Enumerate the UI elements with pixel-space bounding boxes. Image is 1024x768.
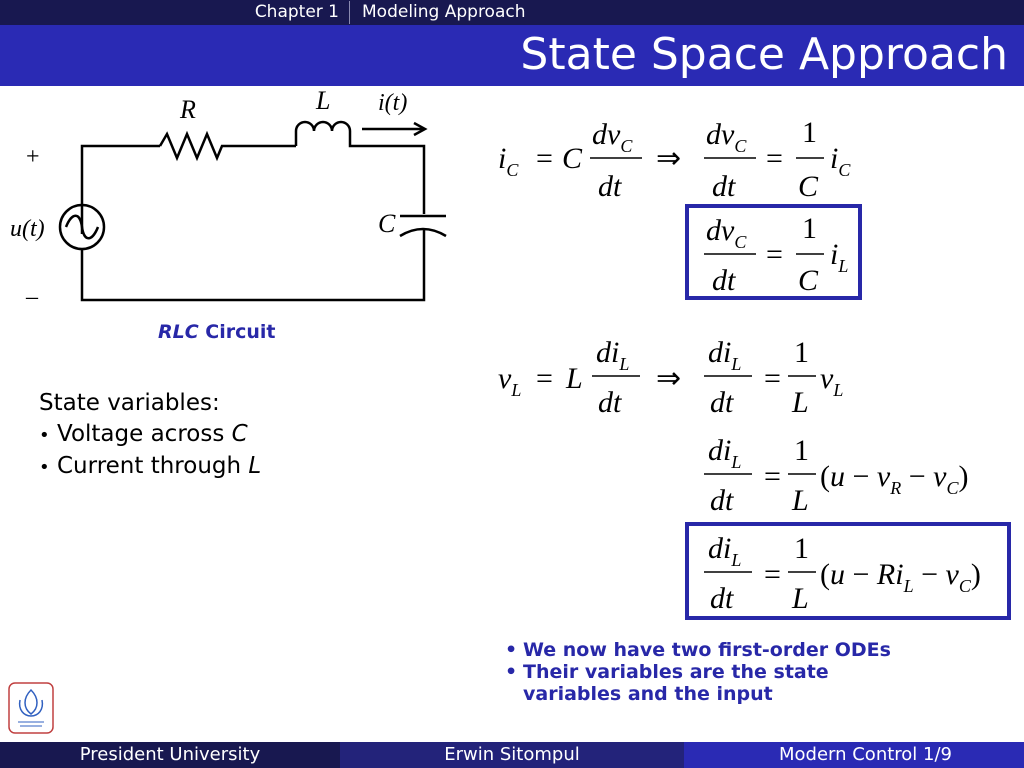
state-equation-il <box>704 532 981 615</box>
svg-text:dt: dt <box>712 170 736 203</box>
section-label[interactable]: Modeling Approach <box>362 2 526 22</box>
svg-text:=: = <box>536 362 553 395</box>
svg-text:diL: $di_L$ <box>708 336 742 374</box>
svg-text:vL: $v_L$ <box>498 362 522 400</box>
caption-rest: Circuit <box>198 321 276 343</box>
svg-text:dvC: $dv_C$ <box>706 214 747 252</box>
rlc-circuit-diagram <box>0 86 470 316</box>
bullet: • <box>39 425 50 446</box>
state-variables <box>39 388 261 483</box>
svg-text:=: = <box>764 558 781 591</box>
chapter-label[interactable]: Chapter 1 <box>255 1 350 24</box>
list-item: • Current through L <box>39 451 261 483</box>
svg-text:L: L <box>792 484 809 517</box>
svg-text:diL: $di_L$ <box>596 336 630 374</box>
inductor-label: L <box>316 86 331 115</box>
svg-text:1: 1 <box>802 212 817 245</box>
equation-capacitor-current <box>498 116 851 203</box>
svg-text:1: 1 <box>802 116 817 149</box>
svg-text:C: C <box>798 264 819 297</box>
resistor-label: R <box>180 95 196 124</box>
svg-text:dt: dt <box>710 386 734 419</box>
svg-text:=: = <box>766 142 783 175</box>
notes <box>505 639 923 705</box>
svg-text:=: = <box>536 142 553 175</box>
svg-text:diL: $di_L$ <box>708 434 742 472</box>
university-logo-icon <box>8 682 54 734</box>
svg-text:1: 1 <box>794 336 809 369</box>
footer-page: Modern Control 1/9 <box>684 742 1024 768</box>
bullet: • <box>39 457 50 478</box>
svg-text:vL: $v_L$ <box>820 362 844 400</box>
svg-text:(u − vR − vC): $(u - v_R - v_C)$ <box>820 460 969 498</box>
list-item: • We now have two first-order ODEs <box>505 639 891 661</box>
top-bar <box>0 0 1024 25</box>
caption-italic: RLC <box>158 321 199 343</box>
svg-text:iL: $i_L$ <box>830 238 849 276</box>
bullet: • <box>505 639 518 661</box>
equations <box>480 100 1024 630</box>
svg-text:1: 1 <box>794 532 809 565</box>
slide-title: State Space Approach <box>520 29 1008 80</box>
list-item: • Their variables are the state variables and the input <box>505 661 829 705</box>
svg-text:L: L <box>792 386 809 419</box>
source-label: u(t) <box>10 216 45 242</box>
svg-text:(u − RiL − vC): $(u - Ri_L - v_C)$ <box>820 558 981 596</box>
svg-text:L: L <box>792 582 809 615</box>
svg-text:=: = <box>764 362 781 395</box>
list-item: • Voltage across C <box>39 419 261 451</box>
footer-author: Erwin Sitompul <box>340 742 684 768</box>
plus-sign: + <box>26 144 40 170</box>
state-variables-heading: State variables: <box>39 390 220 416</box>
current-label: i(t) <box>378 90 408 116</box>
svg-text:diL: $di_L$ <box>708 532 742 570</box>
svg-text:dvC: $dv_C$ <box>706 118 747 156</box>
svg-text:dt: dt <box>598 170 622 203</box>
svg-text:C: C <box>798 170 819 203</box>
title-bar <box>0 25 1024 86</box>
svg-text:iC: $i_C$ <box>498 142 519 180</box>
svg-text:dt: dt <box>710 582 734 615</box>
state-equation-vc <box>704 212 848 297</box>
svg-text:⇒: ⇒ <box>656 362 682 395</box>
svg-text:1: 1 <box>794 434 809 467</box>
svg-text:C: C <box>562 142 583 175</box>
minus-sign: – <box>26 284 38 310</box>
capacitor-label: C <box>378 209 396 238</box>
svg-text:dvC: $dv_C$ <box>592 118 633 156</box>
svg-text:dt: dt <box>598 386 622 419</box>
equation-inductor-voltage <box>498 336 843 419</box>
bullet: • <box>505 661 518 683</box>
svg-text:L: L <box>566 362 583 395</box>
svg-text:=: = <box>766 238 783 271</box>
circuit-caption <box>158 321 276 343</box>
svg-text:dt: dt <box>712 264 736 297</box>
svg-text:iC: $i_C$ <box>830 142 851 180</box>
footer <box>0 742 1024 768</box>
svg-text:=: = <box>764 460 781 493</box>
svg-text:dt: dt <box>710 484 734 517</box>
svg-text:⇒: ⇒ <box>656 142 682 175</box>
equation-kvl <box>704 434 969 517</box>
footer-institution: President University <box>0 742 340 768</box>
